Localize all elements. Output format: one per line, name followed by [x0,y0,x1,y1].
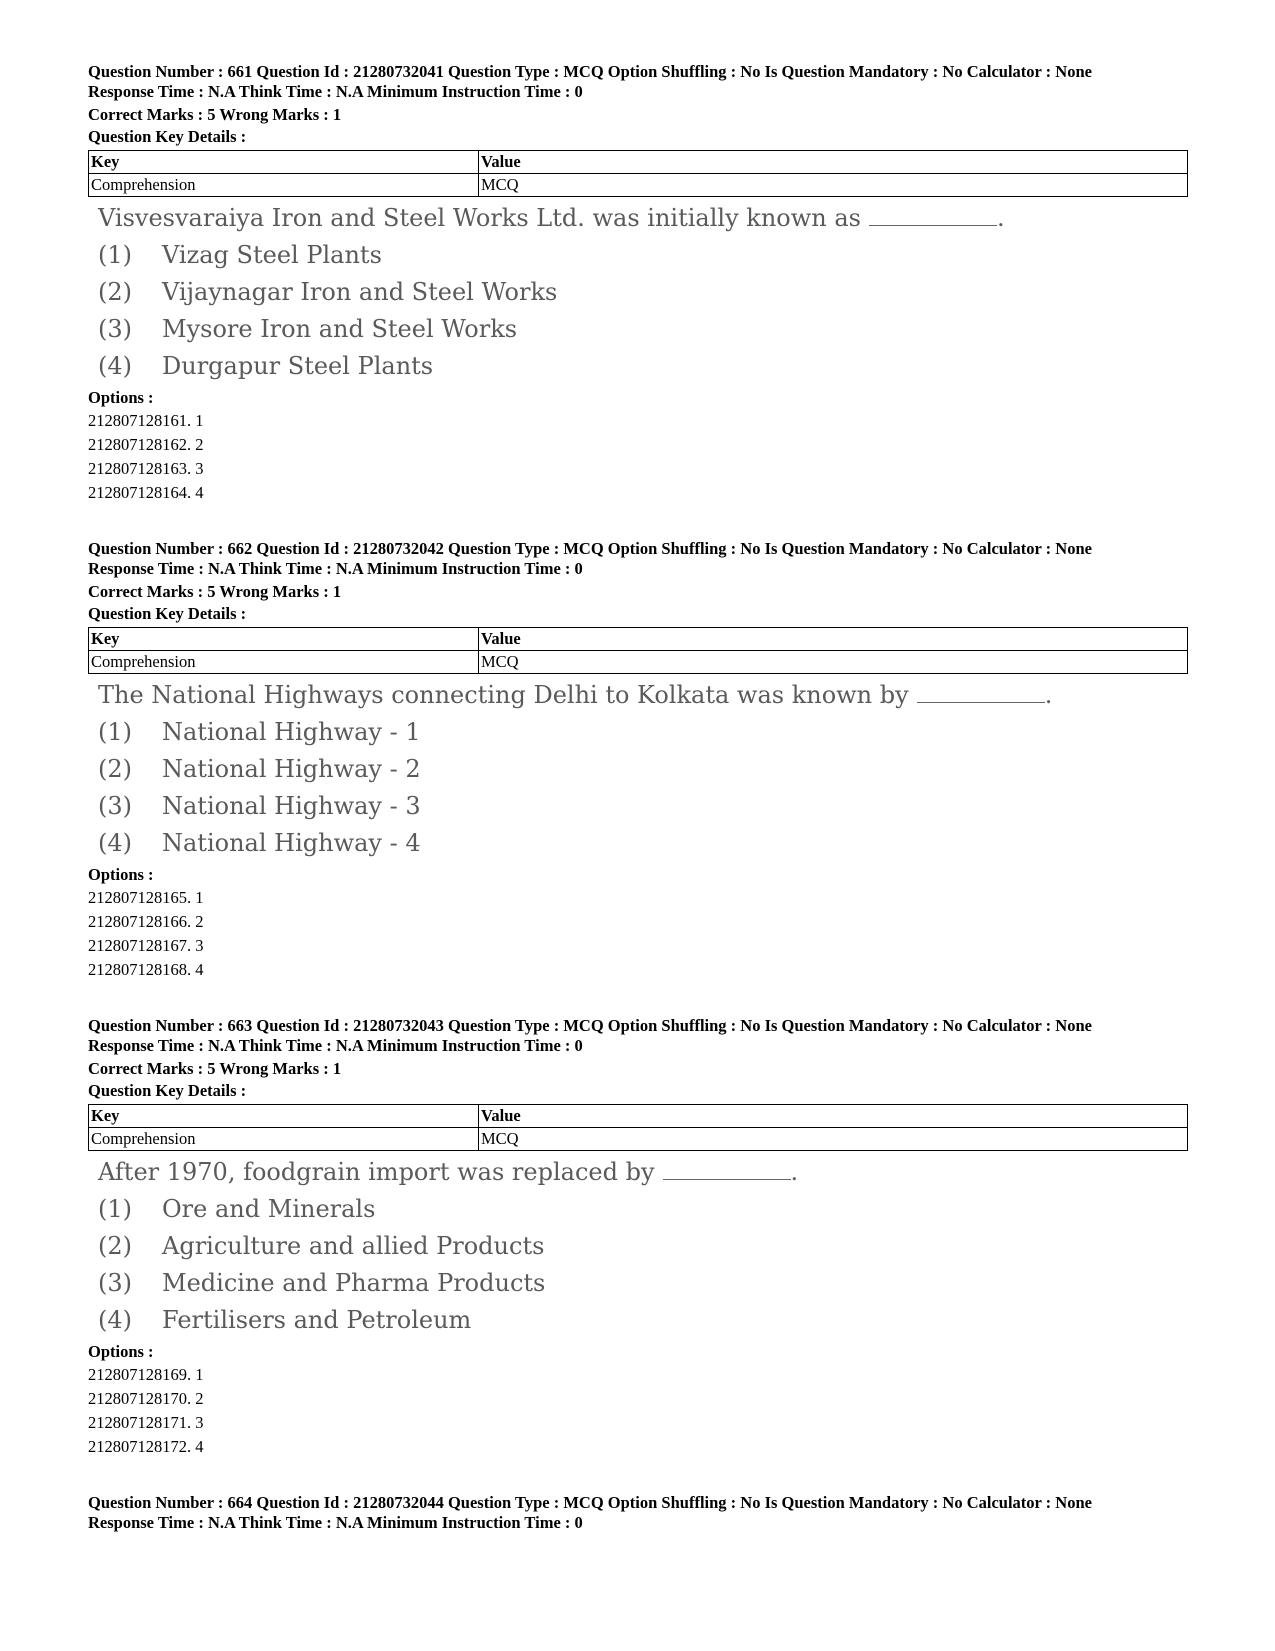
choice-number: (4) [98,352,132,380]
option-line: 212807128164. 4 [88,483,204,502]
choice-number: (1) [98,718,132,746]
question-spacer [88,1459,1188,1493]
key-header-cell: Key [89,1105,479,1128]
value-cell: MCQ [479,174,1188,197]
option-line: 212807128167. 3 [88,936,204,955]
question-block-661 [88,62,1188,505]
choice-number: (2) [98,278,132,306]
key-details-label: Question Key Details : [88,604,247,623]
choice-item [98,311,1188,348]
question-header-line1: Question Number : 661 Question Id : 21280732041 Question Type : MCQ Option Shuffling : No Is Question Mandatory : No Calculator : None [88,62,1092,81]
choice-text: Vizag Steel Plants [162,241,382,269]
value-cell: MCQ [479,651,1188,674]
value-header-cell: Value [479,151,1188,174]
table-row [89,651,1188,674]
choice-number: (1) [98,241,132,269]
option-line: 212807128163. 3 [88,459,204,478]
key-details-table [88,1104,1188,1151]
question-stem [98,678,1188,714]
stem-end: . [1044,681,1053,709]
question-header-line2: Response Time : N.A Think Time : N.A Minimum Instruction Time : 0 [88,559,583,578]
options-label: Options : [88,865,154,884]
choice-item [98,825,1188,862]
choice-text: Fertilisers and Petroleum [162,1306,472,1334]
choice-item [98,348,1188,385]
answer-blank [663,1178,791,1180]
question-block-664 [88,1493,1188,1533]
choice-number: (4) [98,1306,132,1334]
document-page [88,62,1188,1533]
question-image [98,1155,1188,1339]
choice-text: National Highway - 3 [162,792,421,820]
choice-item [98,1191,1188,1228]
question-stem-text: Visvesvaraiya Iron and Steel Works Ltd. was initially known as [98,204,861,232]
choice-text: National Highway - 4 [162,829,421,857]
table-row [89,1128,1188,1151]
option-line: 212807128168. 4 [88,960,204,979]
question-header-line2: Response Time : N.A Think Time : N.A Minimum Instruction Time : 0 [88,1036,583,1055]
question-spacer [88,982,1188,1016]
option-line: 212807128171. 3 [88,1413,204,1432]
options-label: Options : [88,1342,154,1361]
choice-number: (3) [98,315,132,343]
question-stem-text: The National Highways connecting Delhi to Kolkata was known by [98,681,909,709]
choice-text: National Highway - 2 [162,755,421,783]
choice-number: (2) [98,755,132,783]
choice-item [98,1228,1188,1265]
choice-item [98,1302,1188,1339]
table-header-row [89,1105,1188,1128]
choice-item [98,237,1188,274]
table-header-row [89,628,1188,651]
choice-item [98,1265,1188,1302]
key-details-label: Question Key Details : [88,127,247,146]
marks-line: Correct Marks : 5 Wrong Marks : 1 [88,1059,342,1078]
choice-item [98,788,1188,825]
key-details-table [88,150,1188,197]
marks-line: Correct Marks : 5 Wrong Marks : 1 [88,582,342,601]
question-header-line1: Question Number : 662 Question Id : 21280732042 Question Type : MCQ Option Shuffling : No Is Question Mandatory : No Calculator : None [88,539,1092,558]
stem-end: . [790,1158,799,1186]
table-header-row [89,151,1188,174]
key-cell: Comprehension [89,174,479,197]
choice-text: Agriculture and allied Products [162,1232,545,1260]
choice-number: (3) [98,792,132,820]
question-image [98,201,1188,385]
question-image [98,678,1188,862]
key-cell: Comprehension [89,1128,479,1151]
answer-blank [869,224,997,226]
choice-text: Medicine and Pharma Products [162,1269,546,1297]
key-details-label: Question Key Details : [88,1081,247,1100]
question-block-662 [88,539,1188,982]
question-block-663 [88,1016,1188,1459]
choice-text: Mysore Iron and Steel Works [162,315,518,343]
answer-blank [917,701,1045,703]
question-header-line2: Response Time : N.A Think Time : N.A Minimum Instruction Time : 0 [88,1513,583,1532]
marks-line: Correct Marks : 5 Wrong Marks : 1 [88,105,342,124]
table-row [89,174,1188,197]
question-stem [98,1155,1188,1191]
option-line: 212807128162. 2 [88,435,204,454]
choice-text: Vijaynagar Iron and Steel Works [162,278,558,306]
choice-text: National Highway - 1 [162,718,421,746]
choice-text: Durgapur Steel Plants [162,352,434,380]
choice-item [98,274,1188,311]
choice-number: (2) [98,1232,132,1260]
choice-text: Ore and Minerals [162,1195,376,1223]
option-line: 212807128172. 4 [88,1437,204,1456]
options-label: Options : [88,388,154,407]
option-line: 212807128170. 2 [88,1389,204,1408]
key-details-table [88,627,1188,674]
option-line: 212807128161. 1 [88,411,204,430]
stem-end: . [996,204,1005,232]
choice-item [98,751,1188,788]
question-header-line1: Question Number : 664 Question Id : 21280732044 Question Type : MCQ Option Shuffling : No Is Question Mandatory : No Calculator : None [88,1493,1092,1512]
option-line: 212807128165. 1 [88,888,204,907]
value-header-cell: Value [479,628,1188,651]
key-cell: Comprehension [89,651,479,674]
choice-number: (1) [98,1195,132,1223]
key-header-cell: Key [89,628,479,651]
choice-item [98,714,1188,751]
value-header-cell: Value [479,1105,1188,1128]
key-header-cell: Key [89,151,479,174]
question-spacer [88,505,1188,539]
option-line: 212807128166. 2 [88,912,204,931]
choice-number: (3) [98,1269,132,1297]
question-stem [98,201,1188,237]
choice-number: (4) [98,829,132,857]
option-line: 212807128169. 1 [88,1365,204,1384]
question-stem-text: After 1970, foodgrain import was replaced by [98,1158,655,1186]
question-header-line2: Response Time : N.A Think Time : N.A Minimum Instruction Time : 0 [88,82,583,101]
question-header-line1: Question Number : 663 Question Id : 21280732043 Question Type : MCQ Option Shuffling : No Is Question Mandatory : No Calculator : None [88,1016,1092,1035]
value-cell: MCQ [479,1128,1188,1151]
